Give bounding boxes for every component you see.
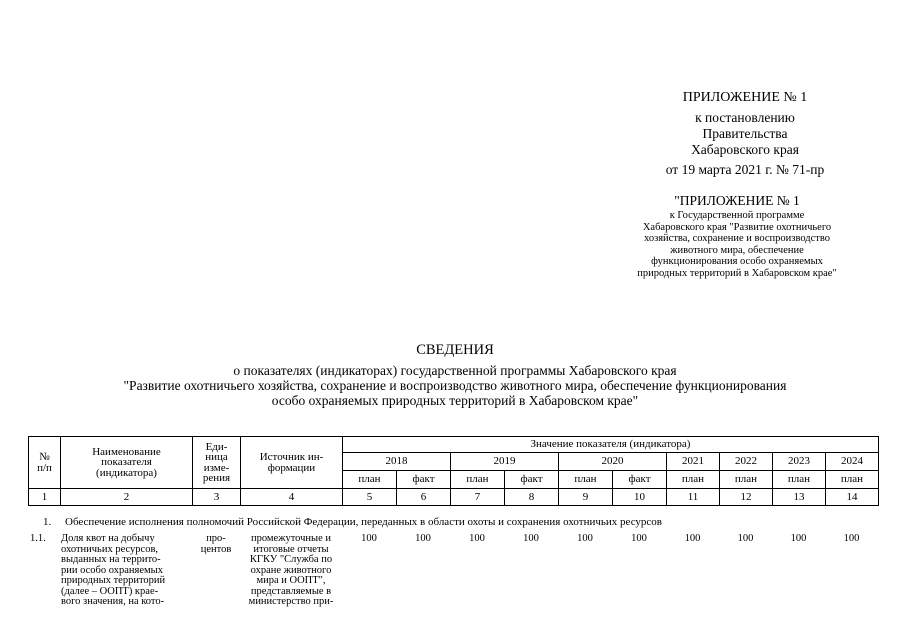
appendix-2-line: хозяйства, сохранение и воспроизводство <box>643 233 831 244</box>
col-number: 6 <box>397 489 451 506</box>
appendix-2-title: "ПРИЛОЖЕНИЕ № 1 <box>674 193 800 208</box>
plan-label: план <box>773 471 826 489</box>
fact-label: факт <box>397 471 451 489</box>
plan-label: план <box>720 471 773 489</box>
section-1 <box>43 516 843 528</box>
heading-line: особо охраняемых природных территорий в Хабаровском крае" <box>271 393 639 408</box>
appendix-2-block <box>612 193 862 279</box>
appendix-1-line: к постановлению <box>695 110 795 125</box>
row-1-1-value: 100 <box>469 533 485 544</box>
appendix-2-line: функционирования особо охраняемых <box>651 256 823 267</box>
col-number: 1 <box>29 489 61 506</box>
heading-line: о показателях (индикаторах) государственной программы Хабаровского края <box>233 363 677 378</box>
col-number: 8 <box>505 489 559 506</box>
col-number: 12 <box>720 489 773 506</box>
col-number: 5 <box>343 489 397 506</box>
row-1-1-num: 1.1. <box>30 533 46 544</box>
plan-label: план <box>451 471 505 489</box>
col-number: 3 <box>193 489 241 506</box>
year-2020: 2020 <box>559 453 667 471</box>
row-1-1-value: 100 <box>361 533 377 544</box>
col-number: 2 <box>61 489 193 506</box>
year-2024: 2024 <box>826 453 879 471</box>
plan-label: план <box>343 471 397 489</box>
row-1-1-value: 100 <box>737 533 754 544</box>
year-2018: 2018 <box>343 453 451 471</box>
appendix-1-block <box>640 90 850 178</box>
year-2023: 2023 <box>773 453 826 471</box>
fact-label: факт <box>505 471 559 489</box>
row-1-1-value: 100 <box>523 533 539 544</box>
col-number: 7 <box>451 489 505 506</box>
col-number: 11 <box>667 489 720 506</box>
header-unit: Еди- ница изме- рения <box>193 437 241 489</box>
header-name: Наименование показателя (индикатора) <box>61 437 193 489</box>
row-1-1-unit: про- центов <box>200 533 232 555</box>
col-number: 4 <box>241 489 343 506</box>
indicators-table <box>28 436 879 506</box>
heading-line: "Развитие охотничьего хозяйства, сохранение и воспроизводство животного мира, обеспечение функционирования <box>123 378 787 393</box>
appendix-1-date: от 19 марта 2021 г. № 71-пр <box>665 162 825 177</box>
appendix-2-line: природных территорий в Хабаровском крае" <box>637 267 837 279</box>
appendix-1-line: Правительства <box>702 126 788 141</box>
appendix-1-title: ПРИЛОЖЕНИЕ № 1 <box>682 90 808 105</box>
appendix-2-line: к Государственной программе <box>669 210 805 221</box>
year-2019: 2019 <box>451 453 559 471</box>
row-1-1-value: 100 <box>684 533 701 544</box>
appendix-1-line: Хабаровского края <box>691 142 799 157</box>
plan-label: план <box>667 471 720 489</box>
row-1-1-value: 100 <box>843 533 860 544</box>
col-number: 13 <box>773 489 826 506</box>
plan-label: план <box>826 471 879 489</box>
heading-title: СВЕДЕНИЯ <box>416 342 494 358</box>
row-1-1-value: 100 <box>631 533 647 544</box>
year-2021: 2021 <box>667 453 720 471</box>
header-source: Источник ин- формации <box>241 437 343 489</box>
appendix-2-line: животного мира, обеспечение <box>670 244 804 256</box>
header-num: № п/п <box>29 437 61 489</box>
document-heading <box>60 343 850 408</box>
row-1-1-value: 100 <box>790 533 807 544</box>
col-number: 9 <box>559 489 613 506</box>
fact-label: факт <box>613 471 667 489</box>
header-value: Значение показателя (индикатора) <box>343 437 879 453</box>
col-number: 14 <box>826 489 879 506</box>
row-1-1-source: промежуточные и итоговые отчеты КГКУ "Служба по охране животного мира и ООПТ", представляемые в министерство при- <box>248 533 334 607</box>
section-1-num: 1. <box>43 516 52 528</box>
row-1-1-name: Доля квот на добычу охотничьих ресурсов, выданных на террито- рии особо охраняемых природных территорий (далее – ООПТ) крае- вого значения, на кото- <box>61 533 166 607</box>
section-1-text: Обеспечение исполнения полномочий Российской Федерации, переданных в области охоты и сохранения охотничьих ресурсов <box>65 516 663 528</box>
appendix-2-line: Хабаровского края "Развитие охотничьего <box>642 221 832 233</box>
row-1-1-value: 100 <box>577 533 593 544</box>
row-1-1-value: 100 <box>415 533 431 544</box>
col-number: 10 <box>613 489 667 506</box>
plan-label: план <box>559 471 613 489</box>
year-2022: 2022 <box>720 453 773 471</box>
